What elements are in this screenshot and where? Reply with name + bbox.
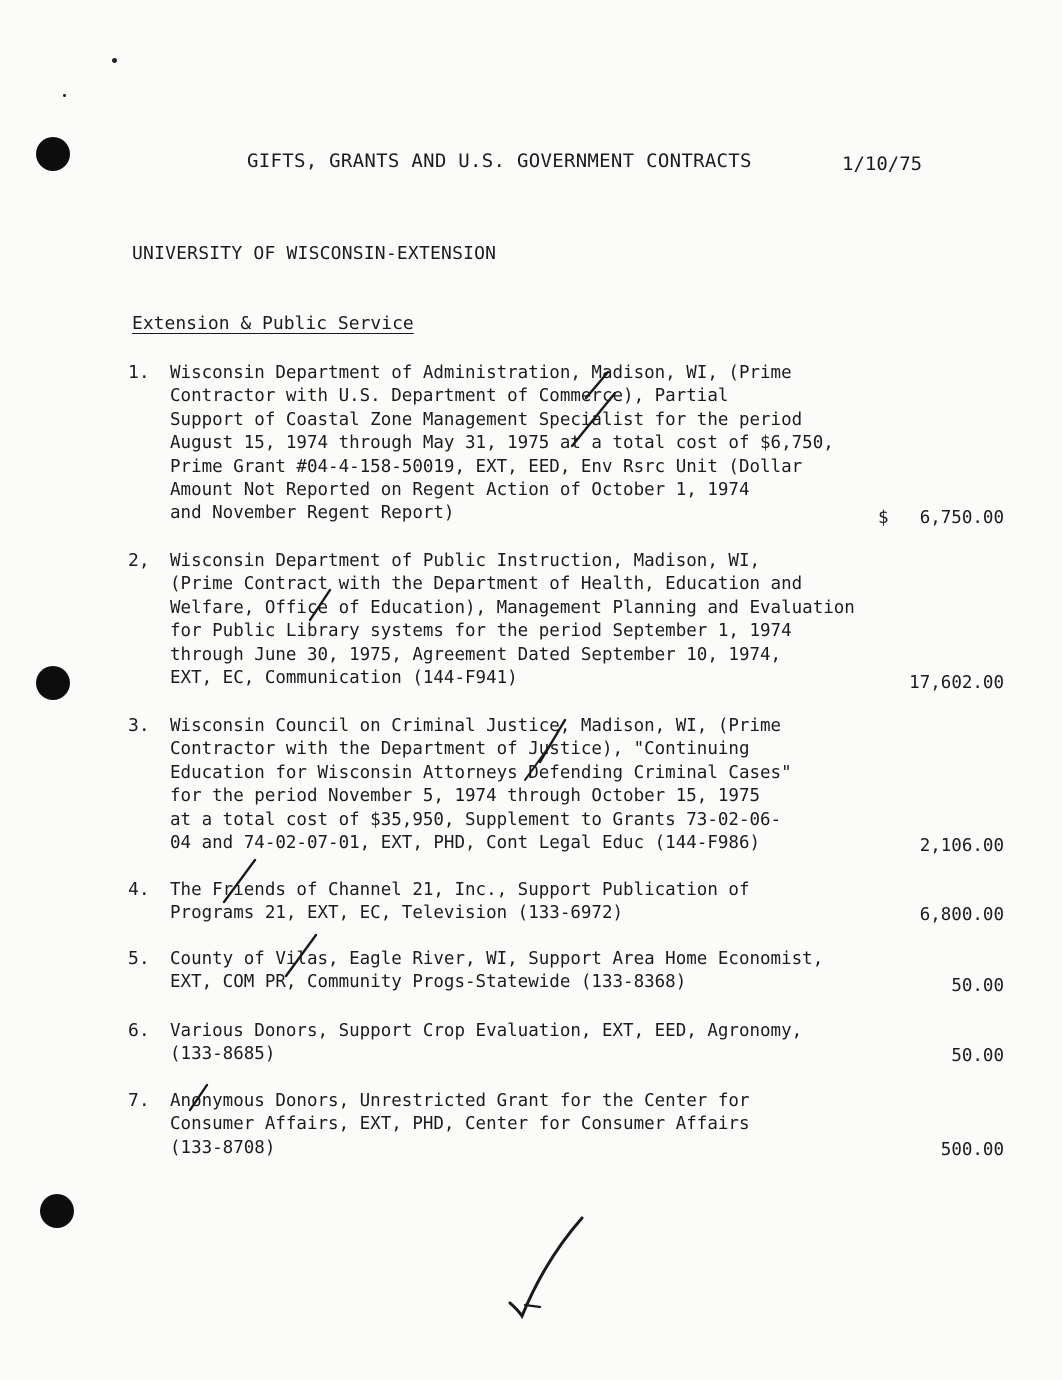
document-title: GIFTS, GRANTS AND U.S. GOVERNMENT CONTRACTS (247, 150, 752, 172)
item-line: The Friends of Channel 21, Inc., Support Publication of (170, 880, 750, 900)
item-line: Welfare, Office of Education), Management Planning and Evaluation (170, 597, 855, 618)
item-line: for Public Library systems for the period September 1, 1974 (170, 621, 792, 642)
item-amount: 6,800.00 (919, 905, 1004, 925)
item-line: Education for Wisconsin Attorneys Defending Criminal Cases" (170, 762, 792, 783)
item-line: (133-8685) (170, 1044, 276, 1065)
item-line: for the period November 5, 1974 through October 15, 1975 (170, 786, 761, 807)
document-date: 1/10/75 (842, 153, 923, 175)
item-line: (133-8708) (170, 1137, 276, 1158)
item-description (170, 1090, 860, 1160)
section-heading: Extension & Public Service (132, 313, 414, 334)
item-description (170, 879, 860, 926)
item-line: EXT, COM PR, Community Progs-Statewide (133-8368) (170, 972, 687, 993)
item-line: and November Regent Report) (170, 503, 455, 524)
item-amount: 50.00 (951, 976, 1004, 996)
item-line: Wisconsin Department of Administration, Madison, WI, (Prime (170, 363, 792, 383)
item-line: Wisconsin Council on Criminal Justice, Madison, WI, (Prime (170, 716, 782, 736)
punch-hole-middle (36, 666, 70, 700)
item-amount: 50.00 (951, 1046, 1004, 1066)
item-line: Contractor with the Department of Justice), "Continuing (170, 739, 750, 760)
item-description (170, 550, 860, 690)
punch-hole-top (36, 137, 70, 171)
item-number: 5. (128, 948, 150, 969)
item-line: Anonymous Donors, Unrestricted Grant for the Center for (170, 1091, 750, 1111)
item-line: EXT, EC, Communication (144-F941) (170, 668, 518, 689)
item-number: 4. (128, 879, 150, 900)
check-mark-icon (510, 1218, 582, 1316)
item-line: August 15, 1974 through May 31, 1975 at a total cost of $6,750, (170, 433, 834, 454)
check-mark-icon (525, 1305, 540, 1307)
item-number: 3. (128, 715, 150, 736)
item-line: Wisconsin Department of Public Instruction, Madison, WI, (170, 551, 761, 571)
currency-symbol: $ (878, 508, 889, 528)
item-amount: 6,750.00 (919, 508, 1004, 528)
item-number: 2, (128, 550, 150, 571)
item-line: Consumer Affairs, EXT, PHD, Center for Consumer Affairs (170, 1114, 750, 1135)
item-line: at a total cost of $35,950, Supplement to Grants 73-02-06- (170, 809, 782, 830)
item-line: through June 30, 1975, Agreement Dated September 10, 1974, (170, 644, 782, 665)
ink-speck (112, 58, 117, 63)
item-line: 04 and 74-02-07-01, EXT, PHD, Cont Legal Educ (144-F986) (170, 833, 761, 854)
item-amount: 17,602.00 (909, 673, 1004, 693)
item-number: 7. (128, 1090, 150, 1111)
item-line: Support of Coastal Zone Management Specialist for the period (170, 409, 803, 430)
item-description (170, 948, 860, 995)
item-line: (Prime Contract with the Department of Health, Education and (170, 574, 803, 595)
item-number: 1. (128, 362, 150, 383)
item-line: Various Donors, Support Crop Evaluation, EXT, EED, Agronomy, (170, 1021, 803, 1041)
item-description (170, 1020, 860, 1067)
item-line: Amount Not Reported on Regent Action of October 1, 1974 (170, 480, 750, 501)
item-description (170, 715, 860, 855)
item-line: Prime Grant #04-4-158-50019, EXT, EED, Env Rsrc Unit (Dollar (170, 456, 803, 477)
item-description (170, 362, 860, 526)
item-number: 6. (128, 1020, 150, 1041)
punch-hole-bottom (40, 1194, 74, 1228)
item-line: Contractor with U.S. Department of Commerce), Partial (170, 386, 729, 407)
item-line: Programs 21, EXT, EC, Television (133-6972) (170, 903, 624, 924)
item-amount: 2,106.00 (919, 836, 1004, 856)
ink-speck (63, 94, 66, 97)
item-line: County of Vilas, Eagle River, WI, Support Area Home Economist, (170, 949, 824, 969)
item-amount: 500.00 (940, 1140, 1004, 1160)
institution-heading: UNIVERSITY OF WISCONSIN-EXTENSION (132, 243, 497, 264)
